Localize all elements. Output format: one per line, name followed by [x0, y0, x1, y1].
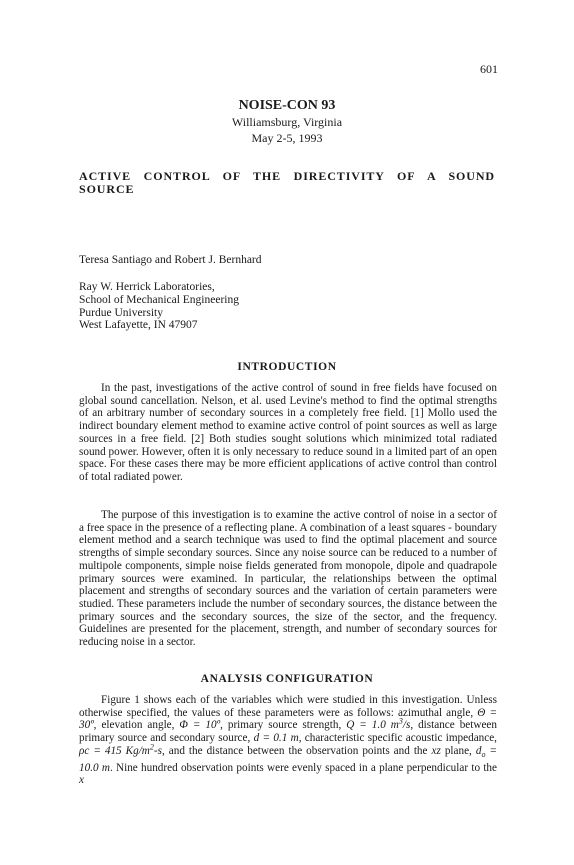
analysis-text: , primary source strength,: [220, 719, 347, 732]
x-axis: x: [79, 774, 84, 787]
xz-plane: xz: [431, 744, 441, 757]
observation-distance-value: $d_o = 10.0$ m: [79, 744, 497, 774]
introduction-paragraph-1: In the past, investigations of the active control of sound in free fields have focused on global sound cancellation. Nelson, et al. used Levine's method to find the optimal strengths of an arbitrary number of secondary sources in a completely free field. [1] Mollo used the indirect boundary element method to examine active control of point sources as well as large sources in a free field. [2] Both studies sought solutions which minimized total radiated sound power. However, often it is only necessary to reduce sound in a limited part of an open space. For these cases there may be more efficient applications of active control than control of total radiated power.: [79, 382, 497, 483]
analysis-text: Figure 1 shows each of the variables which were studied in this investigation. Unless otherwise specified, the values of these parameters were as follows: azimuthal angle,: [79, 694, 497, 719]
analysis-text: , distance between primary source and secondary source,: [79, 719, 497, 745]
paper-title-line-2: SOURCE: [79, 182, 135, 196]
analysis-text: , and the distance between the observation points and the: [161, 744, 432, 757]
affiliation-line: Ray W. Herrick Laboratories,: [79, 281, 215, 293]
conference-dates: May 2-5, 1993: [251, 131, 323, 145]
conference-header: [0, 97, 574, 146]
conference-title: NOISE-CON 93: [238, 98, 336, 113]
paper-title: [79, 170, 495, 196]
distance-value: d = 0.1 m: [253, 732, 299, 745]
impedance-value: ρc = 415 $Kg/m^2-s$: [79, 742, 162, 757]
affiliation-line: School of Mechanical Engineering: [79, 293, 239, 306]
page-number: 601: [480, 62, 498, 76]
source-strength-value: Q = 1.0 $m^3/s$: [346, 716, 411, 732]
paper-title-line-1: ACTIVE CONTROL OF THE DIRECTIVITY OF A SOUND: [79, 169, 495, 183]
analysis-heading: ANALYSIS CONFIGURATION: [200, 673, 374, 685]
elevation-value: Φ = 10º: [179, 719, 221, 732]
affiliation-line: West Lafayette, IN 47907: [79, 319, 198, 332]
affiliation: [79, 281, 239, 332]
analysis-text: . Nine hundred observation points were evenly spaced in a plane perpendicular to the: [109, 761, 497, 774]
authors: Teresa Santiago and Robert J. Bernhard: [79, 254, 262, 266]
analysis-paragraph: [79, 694, 497, 787]
azimuth-value: Θ = 30º: [79, 706, 498, 732]
affiliation-line: Purdue University: [79, 306, 164, 319]
analysis-text: plane,: [440, 744, 476, 757]
introduction-heading: INTRODUCTION: [237, 361, 337, 373]
introduction-paragraph-2: The purpose of this investigation is to examine the active control of noise in a sector of a free space in the presence of a reflecting plane. A combination of a least squares - boundary element method and a search technique was used to find the optimal placement and source strengths of simple secondary sources. Since any noise source can be reduced to a number of multipole components, simple noise fields generated from monopole, dipole and quadrapole primary sources were examined. In particular, the relationships between the optimal placement and strengths of secondary sources and the variation of certain parameters were studied. These parameters include the number of secondary sources, the distance between the primary sources and the secondary sources, the size of the sector, and the frequency. Guidelines are presented for the placement, strength, and number of secondary sources for reducing noise in a sector.: [79, 509, 497, 649]
conference-location: Williamsburg, Virginia: [231, 115, 343, 129]
analysis-text: , characteristic specific acoustic impedance,: [298, 732, 497, 745]
analysis-text: , elevation angle,: [93, 719, 180, 732]
